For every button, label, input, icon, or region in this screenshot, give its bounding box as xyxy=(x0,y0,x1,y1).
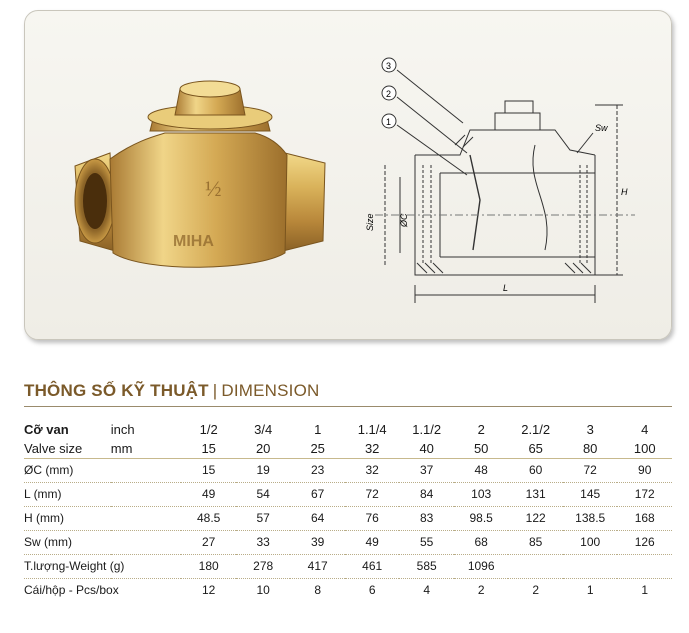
table-cell: 100 xyxy=(563,530,618,554)
dim-label-size: Size xyxy=(365,213,375,231)
table-cell: 85 xyxy=(508,530,563,554)
table-cell: 48.5 xyxy=(181,506,236,530)
unit-mm: mm xyxy=(111,439,182,458)
product-image-card xyxy=(24,10,672,340)
table-cell: 15 xyxy=(181,458,236,482)
table-cell: 168 xyxy=(617,506,672,530)
part-callouts xyxy=(382,58,396,128)
header-mm-cell: 80 xyxy=(563,439,618,458)
table-cell: 98.5 xyxy=(454,506,509,530)
table-cell: 72 xyxy=(563,458,618,482)
header-mm-cell: 100 xyxy=(617,439,672,458)
header-mm-cell: 32 xyxy=(345,439,400,458)
header-inch-cell: 1 xyxy=(314,422,322,437)
table-cell: 76 xyxy=(345,506,400,530)
row-label: Sw (mm) xyxy=(24,530,181,554)
table-cell: 67 xyxy=(290,482,345,506)
row-label: T.lượng-Weight (g) xyxy=(24,554,181,578)
table-cell: 417 xyxy=(290,554,345,578)
valve-brand-marking: MIHA xyxy=(173,233,214,250)
header-inch-cell: 1.1/2 xyxy=(412,422,442,437)
row-label: H (mm) xyxy=(24,506,181,530)
table-cell: 180 xyxy=(181,554,236,578)
table-cell: 23 xyxy=(290,458,345,482)
header-mm-cell: 50 xyxy=(454,439,509,458)
table-cell: 37 xyxy=(399,458,454,482)
table-cell xyxy=(563,554,618,578)
table-cell: 57 xyxy=(236,506,291,530)
table-cell: 461 xyxy=(345,554,400,578)
header-mm-cell: 15 xyxy=(181,439,236,458)
header-inch-cell: 1.1/4 xyxy=(357,422,387,437)
dim-label-sw: Sw xyxy=(595,123,608,133)
table-row xyxy=(24,482,672,506)
table-cell: 54 xyxy=(236,482,291,506)
callout-1: 1 xyxy=(386,117,392,127)
table-cell: 172 xyxy=(617,482,672,506)
callout-3: 3 xyxy=(386,61,392,71)
table-cell: 6 xyxy=(368,583,376,598)
section-divider xyxy=(24,406,672,407)
table-cell xyxy=(508,554,563,578)
table-cell: 4 xyxy=(423,583,431,598)
title-english: DIMENSION xyxy=(221,381,320,400)
header-inch-cell: 4 xyxy=(641,422,649,437)
table-cell: 32 xyxy=(345,458,400,482)
table-cell: 103 xyxy=(454,482,509,506)
table-cell: 145 xyxy=(563,482,618,506)
unit-inch: inch xyxy=(110,422,135,437)
dim-label-l: L xyxy=(503,283,509,293)
valve-size-label-en: Valve size xyxy=(24,439,111,458)
table-header-inch-row xyxy=(24,420,672,439)
table-row xyxy=(24,506,672,530)
valve-cross-section-drawing xyxy=(355,35,655,325)
table-row xyxy=(24,530,672,554)
table-cell xyxy=(617,554,672,578)
table-cell: 122 xyxy=(508,506,563,530)
header-mm-cell: 40 xyxy=(399,439,454,458)
table-cell: 131 xyxy=(508,482,563,506)
header-mm-cell: 25 xyxy=(290,439,345,458)
table-cell: 49 xyxy=(345,530,400,554)
table-cell: 138.5 xyxy=(563,506,618,530)
table-cell: 68 xyxy=(454,530,509,554)
row-label: L (mm) xyxy=(24,482,181,506)
dim-label-h: H xyxy=(621,187,628,197)
table-cell: 55 xyxy=(399,530,454,554)
valve-size-label-vi: Cỡ van xyxy=(24,422,69,437)
table-cell: 33 xyxy=(236,530,291,554)
dimension-table xyxy=(24,420,672,602)
header-inch-cell: 3/4 xyxy=(254,422,273,437)
callout-2: 2 xyxy=(386,89,392,99)
valve-size-marking: ½ xyxy=(205,176,222,201)
brass-valve-photo xyxy=(55,41,345,311)
table-cell: 2 xyxy=(477,583,485,598)
table-cell: 39 xyxy=(290,530,345,554)
dim-label-c: ØC xyxy=(399,213,409,227)
header-mm-cell: 65 xyxy=(508,439,563,458)
table-cell: 10 xyxy=(256,583,270,598)
table-cell: 19 xyxy=(236,458,291,482)
table-cell: 48 xyxy=(454,458,509,482)
table-cell: 49 xyxy=(181,482,236,506)
table-cell: 12 xyxy=(202,583,216,598)
table-cell: 1 xyxy=(586,583,594,598)
table-row xyxy=(24,578,672,602)
title-separator: | xyxy=(212,381,218,400)
table-cell: 1 xyxy=(641,583,649,598)
table-row xyxy=(24,554,672,578)
dimension-section-title xyxy=(24,381,320,401)
table-cell: 83 xyxy=(399,506,454,530)
title-vietnamese: THÔNG SỐ KỸ THUẬT xyxy=(24,381,209,400)
header-inch-cell: 2 xyxy=(477,422,485,437)
table-cell: 1096 xyxy=(454,554,509,578)
header-mm-cell: 20 xyxy=(236,439,291,458)
header-inch-cell: 3 xyxy=(586,422,594,437)
table-cell: 2 xyxy=(532,583,540,598)
header-inch-cell: 2.1/2 xyxy=(521,422,551,437)
table-cell: 72 xyxy=(345,482,400,506)
table-header-mm-row xyxy=(24,439,672,458)
table-cell: 64 xyxy=(290,506,345,530)
table-cell: 60 xyxy=(508,458,563,482)
table-cell: 84 xyxy=(399,482,454,506)
table-cell: 278 xyxy=(236,554,291,578)
row-label: ØC (mm) xyxy=(24,458,181,482)
table-cell: 585 xyxy=(399,554,454,578)
header-inch-cell: 1/2 xyxy=(199,422,218,437)
row-label: Cái/hộp - Pcs/box xyxy=(24,583,119,598)
table-cell: 27 xyxy=(181,530,236,554)
table-cell: 8 xyxy=(314,583,322,598)
table-row xyxy=(24,458,672,482)
table-cell: 126 xyxy=(617,530,672,554)
table-cell: 90 xyxy=(617,458,672,482)
